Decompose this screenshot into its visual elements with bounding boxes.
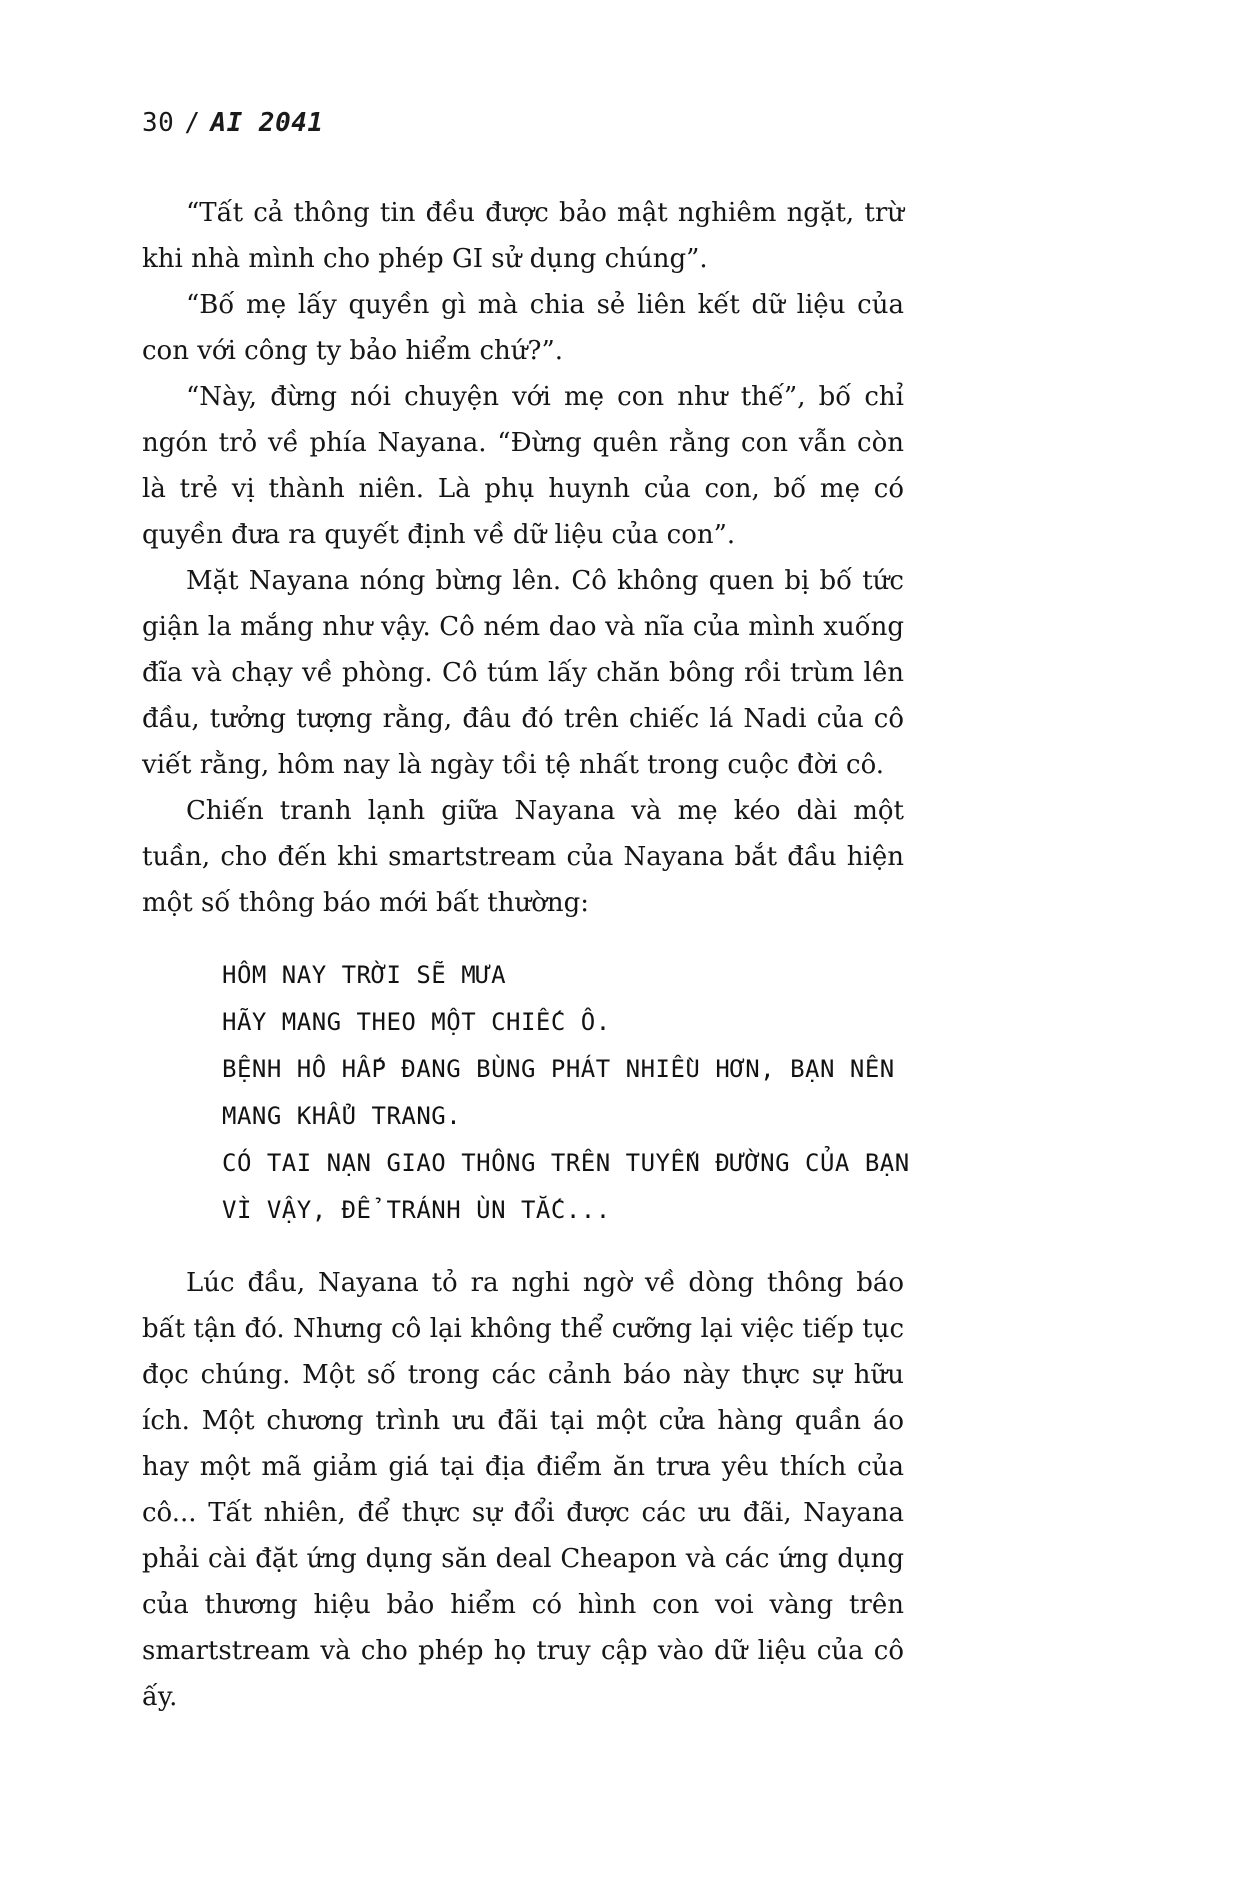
book-title: AI 2041 xyxy=(210,108,324,138)
notification-line: HÃY MANG THEO MỘT CHIẾC Ô. xyxy=(222,1008,611,1036)
page-header xyxy=(142,108,904,138)
paragraph-3: “Này, đừng nói chuyện với mẹ con như thế”, bố chỉ ngón trỏ về phía Nayana. “Đừng quên rằng con vẫn còn là trẻ vị thành niên. Là phụ huynh của con, bố mẹ có quyền đưa ra quyết định về dữ liệu của con”. xyxy=(142,382,904,550)
paragraph-6: Lúc đầu, Nayana tỏ ra nghi ngờ về dòng thông báo bất tận đó. Nhưng cô lại không thể cưỡng lại việc tiếp tục đọc chúng. Một số trong các cảnh báo này thực sự hữu ích. Một chương trình ưu đãi tại một cửa hàng quần áo hay một mã giảm giá tại địa điểm ăn trưa yêu thích của cô... Tất nhiên, để thực sự đổi được các ưu đãi, Nayana phải cài đặt ứng dụng săn deal Cheapon và các ứng dụng của thương hiệu bảo hiểm có hình con voi vàng trên smartstream và cho phép họ truy cập vào dữ liệu của cô ấy. xyxy=(142,1268,904,1712)
header-separator: / xyxy=(184,108,201,138)
notification-line: HÔM NAY TRỜI SẼ MƯA xyxy=(222,961,507,989)
notification-line: BỆNH HÔ HẤP ĐANG BÙNG PHÁT NHIỀU HƠN, BẠN NÊN xyxy=(222,1055,895,1083)
paragraph-4: Mặt Nayana nóng bừng lên. Cô không quen bị bố tức giận la mắng như vậy. Cô ném dao và nĩa của mình xuống đĩa và chạy về phòng. Cô túm lấy chăn bông rồi trùm lên đầu, tưởng tượng rằng, đâu đó trên chiếc lá Nadi của cô viết rằng, hôm nay là ngày tồi tệ nhất trong cuộc đời cô. xyxy=(142,566,904,780)
page-body xyxy=(142,190,910,1720)
notification-line: VÌ VẬY, ĐỂ TRÁNH ÙN TẮC... xyxy=(222,1196,611,1224)
notification-block xyxy=(222,952,910,1234)
paragraph-1: “Tất cả thông tin đều được bảo mật nghiêm ngặt, trừ khi nhà mình cho phép GI sử dụng chúng”. xyxy=(142,198,904,274)
page-number: 30 xyxy=(142,108,175,138)
page-content xyxy=(142,108,910,1720)
paragraph-5: Chiến tranh lạnh giữa Nayana và mẹ kéo dài một tuần, cho đến khi smartstream của Nayana bắt đầu hiện một số thông báo mới bất thường: xyxy=(142,796,904,918)
notification-line: MANG KHẨU TRANG. xyxy=(222,1102,462,1130)
notification-line: CÓ TAI NẠN GIAO THÔNG TRÊN TUYẾN ĐƯỜNG CỦA BẠN xyxy=(222,1149,910,1177)
paragraph-2: “Bố mẹ lấy quyền gì mà chia sẻ liên kết dữ liệu của con với công ty bảo hiểm chứ?”. xyxy=(142,290,904,366)
